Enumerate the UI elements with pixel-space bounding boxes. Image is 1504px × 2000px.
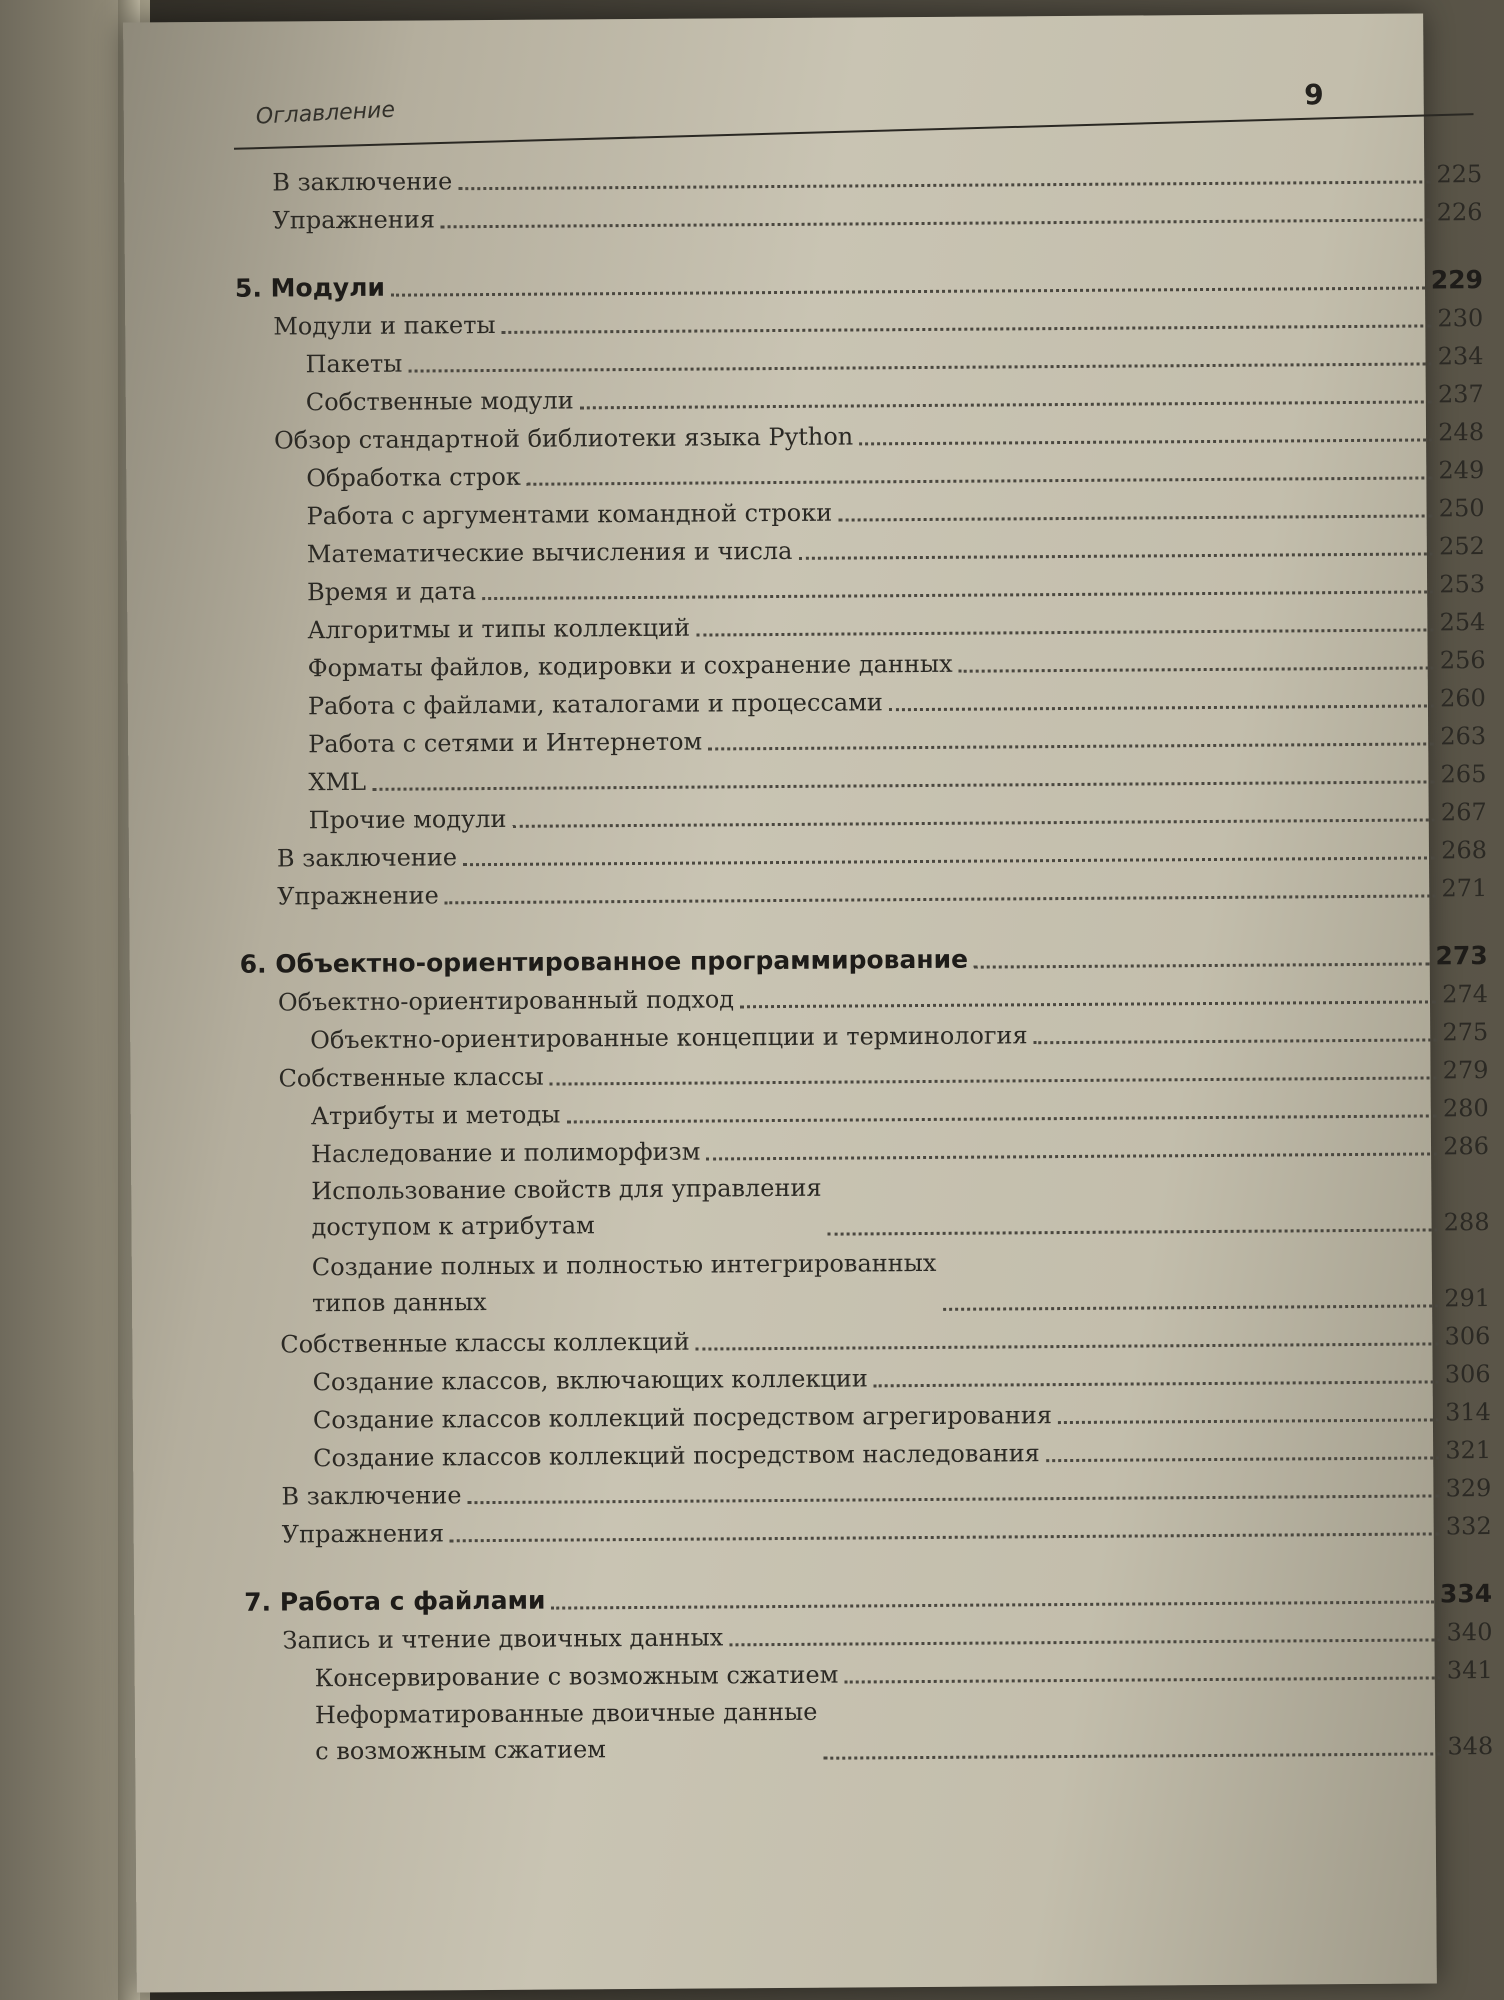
- dot-leader: [706, 1152, 1437, 1160]
- toc-page-number: 225: [1436, 160, 1483, 189]
- dot-leader: [838, 514, 1433, 521]
- dot-leader: [468, 1494, 1440, 1504]
- toc-page-number: 253: [1439, 570, 1486, 599]
- toc-subsection: [245, 1685, 1494, 1770]
- dot-leader: [445, 894, 1436, 904]
- dot-leader: [482, 590, 1433, 600]
- dot-leader: [550, 1076, 1437, 1085]
- toc-entry-title-line2: типов данных: [311, 1288, 487, 1318]
- dot-leader: [740, 1000, 1436, 1008]
- toc-entry-title: В заключение: [276, 843, 458, 873]
- toc-page-number: 268: [1441, 836, 1488, 865]
- toc-entry-title: В заключение: [281, 1481, 462, 1511]
- toc-section: [244, 1503, 1492, 1550]
- toc-page-number: 291: [1444, 1284, 1491, 1313]
- toc-entry-title: Модули и пакеты: [273, 310, 496, 341]
- dot-leader: [798, 552, 1433, 559]
- dot-leader: [889, 704, 1434, 711]
- running-head-rule: [232, 57, 1473, 150]
- dot-leader: [408, 362, 1431, 372]
- dot-leader: [874, 1380, 1439, 1387]
- dot-leader: [1046, 1456, 1440, 1462]
- book-page: [123, 13, 1494, 1992]
- toc-entry-title: Запись и чтение двоичных данных: [282, 1623, 724, 1655]
- dot-leader: [729, 1638, 1440, 1646]
- toc-page-number: 252: [1438, 532, 1485, 561]
- toc-page-number: 274: [1442, 980, 1489, 1009]
- toc-page-number: 279: [1442, 1056, 1489, 1085]
- toc-page-number: 263: [1440, 722, 1487, 751]
- toc-entry-title: Алгоритмы и типы коллекций: [307, 613, 691, 645]
- dot-leader: [974, 962, 1429, 968]
- toc-entry-title: Работа с аргументами командной строки: [306, 498, 833, 531]
- toc-entry-title: [311, 1170, 822, 1246]
- dot-leader: [959, 666, 1434, 672]
- toc-entry-title: Создание классов коллекций посредством агрегирования: [312, 1401, 1053, 1435]
- page-number: 9: [1304, 78, 1324, 112]
- toc-entry-title-line2: доступом к атрибутам: [311, 1211, 595, 1242]
- toc-entry-title: Упражнения: [281, 1519, 445, 1549]
- dot-leader: [859, 438, 1432, 445]
- toc-entry-title: XML: [308, 767, 367, 797]
- dot-leader: [824, 1752, 1442, 1759]
- dot-leader: [372, 780, 1435, 790]
- toc-entry-title: Создание классов коллекций посредством наследования: [313, 1439, 1040, 1473]
- toc-entry-title: [315, 1694, 818, 1770]
- toc-page-number: 348: [1447, 1732, 1494, 1761]
- toc-entry-title: В заключение: [272, 167, 453, 197]
- toc-page-number: 230: [1437, 304, 1484, 333]
- toc-entry-title: Форматы файлов, кодировки и сохранение данных: [307, 649, 953, 683]
- toc-entry-title: [312, 1245, 937, 1321]
- dot-leader: [943, 1304, 1439, 1310]
- toc-entry-title-line1: Создание полных и полностью интегрированных: [311, 1248, 937, 1282]
- dot-leader: [458, 180, 1430, 190]
- toc-entry-title: Время и дата: [307, 577, 477, 607]
- toc-entry-title: 7. Работа с файлами: [244, 1585, 546, 1617]
- dot-leader: [696, 628, 1434, 636]
- toc-entry-title: Собственные модули: [305, 386, 574, 417]
- toc-subsection: [241, 1161, 1490, 1246]
- dot-leader: [828, 1228, 1438, 1235]
- toc-entry-title: Собственные классы коллекций: [280, 1327, 690, 1359]
- toc-section: [234, 189, 1482, 236]
- toc-entry-title: Собственные классы: [278, 1062, 544, 1093]
- dot-leader: [502, 324, 1432, 333]
- toc-page-number: 286: [1443, 1132, 1490, 1161]
- toc-page-number: 237: [1437, 380, 1484, 409]
- toc-entry-title: Математические вычисления и числа: [306, 536, 793, 569]
- toc-page-number: 329: [1445, 1474, 1492, 1503]
- toc-page-number: 260: [1439, 684, 1486, 713]
- toc-page-number: 332: [1445, 1512, 1492, 1541]
- toc-page-number: 341: [1446, 1656, 1493, 1685]
- toc-page-number: 254: [1439, 608, 1486, 637]
- dot-leader: [566, 1114, 1437, 1123]
- dot-leader: [844, 1676, 1441, 1683]
- toc-section: [239, 865, 1487, 912]
- toc-chapter: [244, 1559, 1492, 1618]
- toc-entry-title: Объектно-ориентированный подход: [277, 985, 735, 1017]
- toc-page-number: 234: [1437, 342, 1484, 371]
- toc-entry-title: Пакеты: [305, 349, 403, 379]
- dot-leader: [1058, 1418, 1439, 1424]
- toc-page-number: 280: [1442, 1094, 1489, 1123]
- dot-leader: [463, 856, 1435, 866]
- toc-page-number: 314: [1444, 1398, 1491, 1427]
- toc-page-number: 248: [1438, 418, 1485, 447]
- toc-entry-title: Создание классов, включающих коллекции: [312, 1364, 868, 1397]
- dot-leader: [527, 476, 1433, 485]
- toc-entry-title-line2: с возможным сжатием: [315, 1735, 606, 1766]
- toc-page-number: 267: [1440, 798, 1487, 827]
- toc-page-number: 275: [1442, 1018, 1489, 1047]
- running-head-title: Оглавление: [255, 97, 396, 130]
- table-of-contents: [234, 151, 1493, 1770]
- toc-entry-title: Обзор стандартной библиотеки языка Python: [273, 422, 854, 455]
- toc-page-number: 306: [1444, 1360, 1491, 1389]
- toc-entry-title: Консервирование с возможным сжатием: [314, 1660, 839, 1693]
- toc-page-number: 249: [1438, 456, 1485, 485]
- dot-leader: [1034, 1038, 1437, 1044]
- toc-page-number: 288: [1443, 1208, 1490, 1237]
- toc-page-number: 256: [1439, 646, 1486, 675]
- toc-page-number: 306: [1444, 1322, 1491, 1351]
- toc-entry-title: Работа с файлами, каталогами и процессами: [307, 688, 883, 721]
- dot-leader: [391, 286, 1425, 296]
- toc-entry-title: Работа с сетями и Интернетом: [308, 727, 703, 759]
- dot-leader: [441, 218, 1431, 228]
- toc-page-number: 321: [1445, 1436, 1492, 1465]
- toc-page-number: 273: [1435, 941, 1488, 971]
- toc-page-number: 271: [1441, 874, 1488, 903]
- toc-chapter: [235, 245, 1483, 304]
- toc-entry-title: 6. Объектно-ориентированное программирование: [239, 944, 969, 979]
- toc-entry-title-line1: Неформатированные двоичные данные: [314, 1697, 818, 1730]
- toc-page-number: 229: [1430, 265, 1484, 295]
- toc-entry-title: Упражнения: [272, 205, 436, 235]
- toc-entry-title: Объектно-ориентированные концепции и терминология: [310, 1021, 1028, 1055]
- toc-page-number: 265: [1440, 760, 1487, 789]
- toc-page-number: 250: [1438, 494, 1485, 523]
- toc-page-number: 226: [1436, 198, 1483, 227]
- dot-leader: [552, 1600, 1434, 1609]
- dot-leader: [512, 818, 1434, 827]
- toc-entry-title: Атрибуты и методы: [310, 1100, 561, 1131]
- toc-entry-title: Наследование и полиморфизм: [310, 1137, 701, 1169]
- toc-entry-title: Упражнение: [277, 881, 439, 911]
- toc-entry-title: Обработка строк: [306, 462, 521, 493]
- dot-leader: [580, 400, 1432, 409]
- dot-leader: [450, 1532, 1440, 1542]
- toc-subsection: [242, 1237, 1491, 1322]
- toc-page-number: 334: [1439, 1579, 1493, 1609]
- toc-entry-title-line1: Использование свойств для управления: [311, 1173, 822, 1206]
- toc-page-number: 340: [1446, 1618, 1493, 1647]
- toc-entry-title: Прочие модули: [308, 804, 507, 835]
- dot-leader: [696, 1342, 1439, 1350]
- toc-chapter: [239, 921, 1487, 980]
- toc-entry-title: 5. Модули: [234, 272, 386, 303]
- dot-leader: [708, 742, 1434, 750]
